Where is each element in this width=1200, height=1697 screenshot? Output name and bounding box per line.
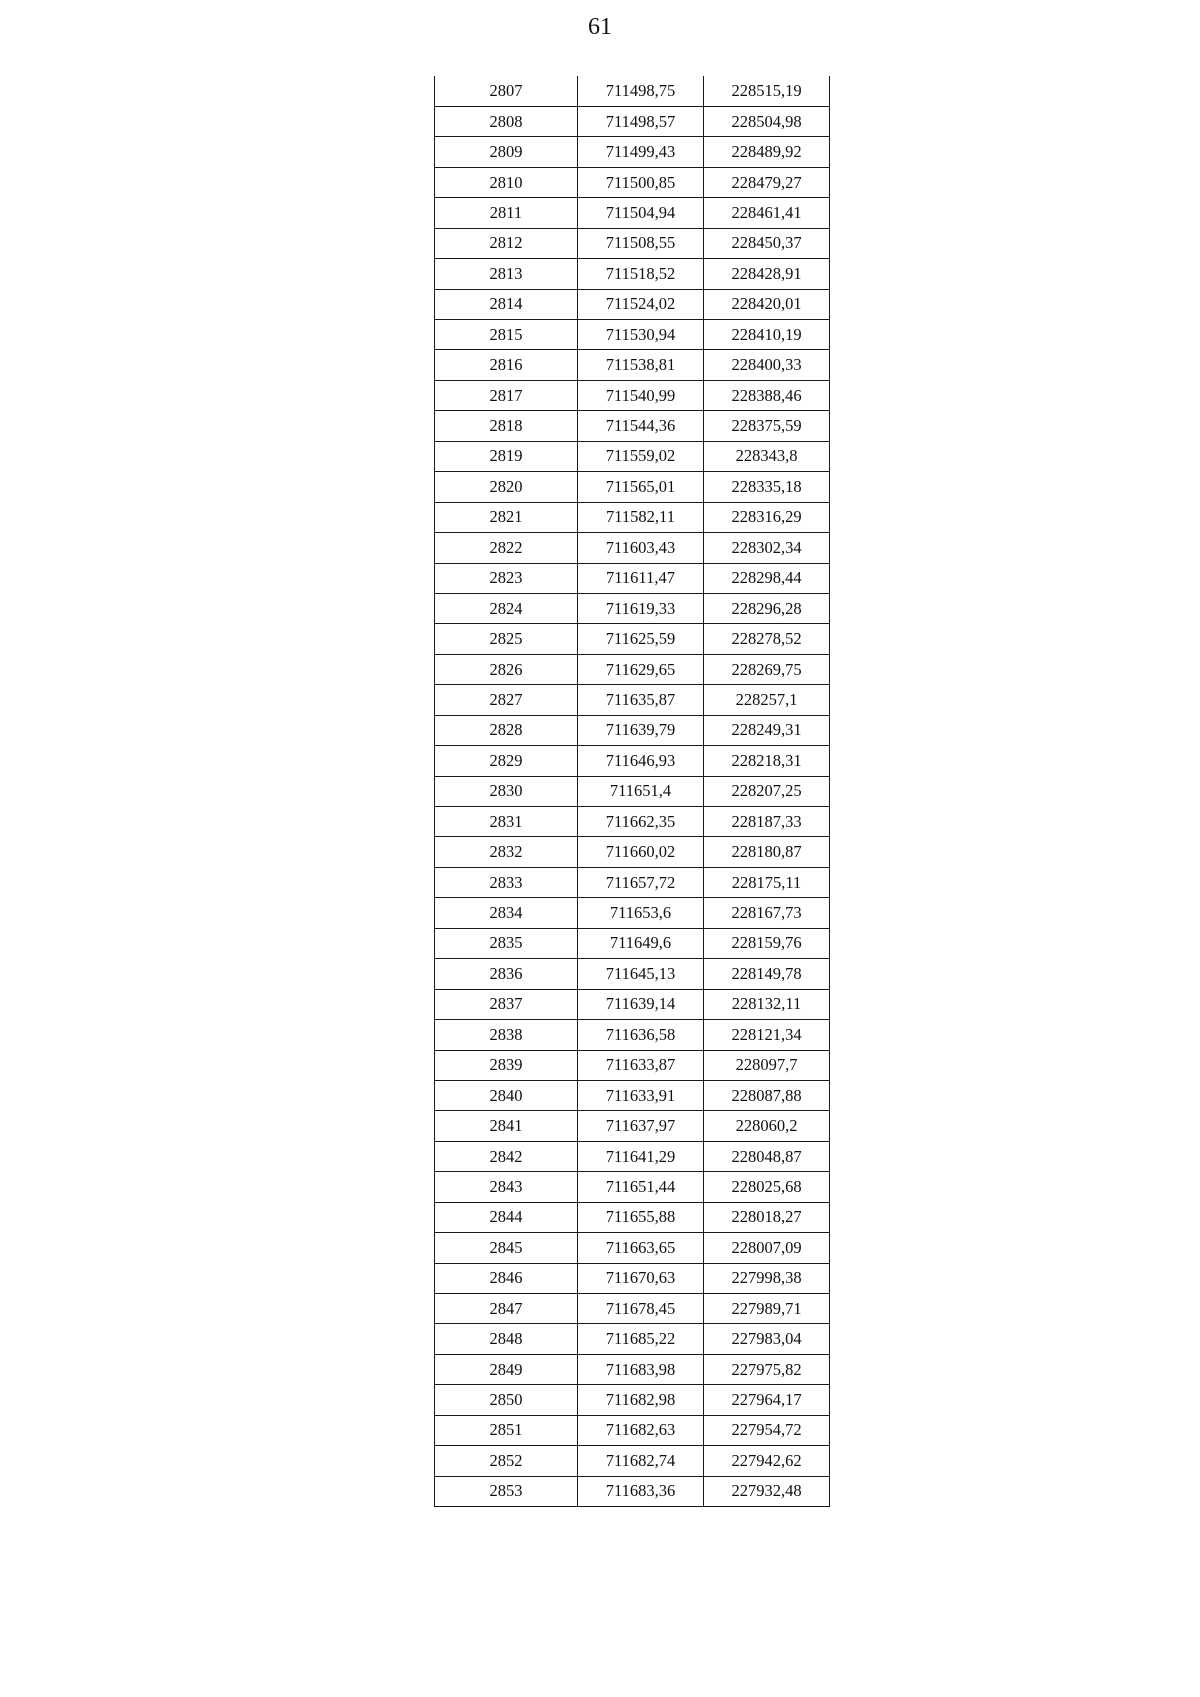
x-coordinate-cell: 711637,97 bbox=[578, 1111, 704, 1141]
point-number-cell: 2836 bbox=[435, 959, 578, 989]
table-row bbox=[435, 807, 830, 837]
y-coordinate-cell: 228007,09 bbox=[704, 1233, 830, 1263]
x-coordinate-cell: 711670,63 bbox=[578, 1263, 704, 1293]
table-row bbox=[435, 837, 830, 867]
y-coordinate-cell: 227975,82 bbox=[704, 1354, 830, 1384]
y-coordinate-cell: 228159,76 bbox=[704, 928, 830, 958]
table-row bbox=[435, 654, 830, 684]
x-coordinate-cell: 711544,36 bbox=[578, 411, 704, 441]
point-number-cell: 2826 bbox=[435, 654, 578, 684]
y-coordinate-cell: 228218,31 bbox=[704, 746, 830, 776]
y-coordinate-cell: 228187,33 bbox=[704, 807, 830, 837]
x-coordinate-cell: 711662,35 bbox=[578, 807, 704, 837]
y-coordinate-cell: 228132,11 bbox=[704, 989, 830, 1019]
point-number-cell: 2821 bbox=[435, 502, 578, 532]
table-row bbox=[435, 1354, 830, 1384]
point-number-cell: 2850 bbox=[435, 1385, 578, 1415]
x-coordinate-cell: 711540,99 bbox=[578, 380, 704, 410]
y-coordinate-cell: 228269,75 bbox=[704, 654, 830, 684]
point-number-cell: 2831 bbox=[435, 807, 578, 837]
x-coordinate-cell: 711504,94 bbox=[578, 198, 704, 228]
table-row bbox=[435, 289, 830, 319]
y-coordinate-cell: 228420,01 bbox=[704, 289, 830, 319]
point-number-cell: 2842 bbox=[435, 1141, 578, 1171]
x-coordinate-cell: 711619,33 bbox=[578, 593, 704, 623]
x-coordinate-cell: 711498,57 bbox=[578, 106, 704, 136]
x-coordinate-cell: 711685,22 bbox=[578, 1324, 704, 1354]
y-coordinate-cell: 228335,18 bbox=[704, 472, 830, 502]
x-coordinate-cell: 711499,43 bbox=[578, 137, 704, 167]
point-number-cell: 2853 bbox=[435, 1476, 578, 1506]
table-row bbox=[435, 259, 830, 289]
table-row bbox=[435, 1324, 830, 1354]
y-coordinate-cell: 228087,88 bbox=[704, 1080, 830, 1110]
x-coordinate-cell: 711633,87 bbox=[578, 1050, 704, 1080]
point-number-cell: 2814 bbox=[435, 289, 578, 319]
point-number-cell: 2811 bbox=[435, 198, 578, 228]
y-coordinate-cell: 227942,62 bbox=[704, 1446, 830, 1476]
point-number-cell: 2835 bbox=[435, 928, 578, 958]
y-coordinate-cell: 228316,29 bbox=[704, 502, 830, 532]
table-row bbox=[435, 106, 830, 136]
x-coordinate-cell: 711646,93 bbox=[578, 746, 704, 776]
table-row bbox=[435, 350, 830, 380]
point-number-cell: 2841 bbox=[435, 1111, 578, 1141]
table-row bbox=[435, 380, 830, 410]
table-row bbox=[435, 502, 830, 532]
table-row bbox=[435, 320, 830, 350]
x-coordinate-cell: 711603,43 bbox=[578, 533, 704, 563]
y-coordinate-cell: 227964,17 bbox=[704, 1385, 830, 1415]
x-coordinate-cell: 711611,47 bbox=[578, 563, 704, 593]
x-coordinate-cell: 711683,98 bbox=[578, 1354, 704, 1384]
x-coordinate-cell: 711660,02 bbox=[578, 837, 704, 867]
x-coordinate-cell: 711657,72 bbox=[578, 867, 704, 897]
point-number-cell: 2820 bbox=[435, 472, 578, 502]
x-coordinate-cell: 711653,6 bbox=[578, 898, 704, 928]
point-number-cell: 2830 bbox=[435, 776, 578, 806]
point-number-cell: 2822 bbox=[435, 533, 578, 563]
table-row bbox=[435, 624, 830, 654]
point-number-cell: 2847 bbox=[435, 1294, 578, 1324]
point-number-cell: 2832 bbox=[435, 837, 578, 867]
y-coordinate-cell: 227983,04 bbox=[704, 1324, 830, 1354]
table-row bbox=[435, 1415, 830, 1445]
point-number-cell: 2825 bbox=[435, 624, 578, 654]
y-coordinate-cell: 228504,98 bbox=[704, 106, 830, 136]
coordinates-table bbox=[434, 76, 830, 1507]
point-number-cell: 2827 bbox=[435, 685, 578, 715]
x-coordinate-cell: 711635,87 bbox=[578, 685, 704, 715]
y-coordinate-cell: 228167,73 bbox=[704, 898, 830, 928]
point-number-cell: 2838 bbox=[435, 1020, 578, 1050]
y-coordinate-cell: 228149,78 bbox=[704, 959, 830, 989]
x-coordinate-cell: 711678,45 bbox=[578, 1294, 704, 1324]
x-coordinate-cell: 711508,55 bbox=[578, 228, 704, 258]
point-number-cell: 2833 bbox=[435, 867, 578, 897]
table-row bbox=[435, 1263, 830, 1293]
y-coordinate-cell: 227954,72 bbox=[704, 1415, 830, 1445]
point-number-cell: 2834 bbox=[435, 898, 578, 928]
point-number-cell: 2837 bbox=[435, 989, 578, 1019]
x-coordinate-cell: 711629,65 bbox=[578, 654, 704, 684]
table-row bbox=[435, 1020, 830, 1050]
table-row bbox=[435, 1050, 830, 1080]
x-coordinate-cell: 711524,02 bbox=[578, 289, 704, 319]
point-number-cell: 2809 bbox=[435, 137, 578, 167]
y-coordinate-cell: 228298,44 bbox=[704, 563, 830, 593]
x-coordinate-cell: 711645,13 bbox=[578, 959, 704, 989]
y-coordinate-cell: 227989,71 bbox=[704, 1294, 830, 1324]
point-number-cell: 2813 bbox=[435, 259, 578, 289]
point-number-cell: 2828 bbox=[435, 715, 578, 745]
table-row bbox=[435, 563, 830, 593]
x-coordinate-cell: 711641,29 bbox=[578, 1141, 704, 1171]
x-coordinate-cell: 711500,85 bbox=[578, 167, 704, 197]
x-coordinate-cell: 711649,6 bbox=[578, 928, 704, 958]
x-coordinate-cell: 711655,88 bbox=[578, 1202, 704, 1232]
table-row bbox=[435, 1141, 830, 1171]
y-coordinate-cell: 228400,33 bbox=[704, 350, 830, 380]
x-coordinate-cell: 711663,65 bbox=[578, 1233, 704, 1263]
y-coordinate-cell: 228180,87 bbox=[704, 837, 830, 867]
table-row bbox=[435, 928, 830, 958]
x-coordinate-cell: 711651,44 bbox=[578, 1172, 704, 1202]
table-row bbox=[435, 472, 830, 502]
point-number-cell: 2823 bbox=[435, 563, 578, 593]
point-number-cell: 2840 bbox=[435, 1080, 578, 1110]
y-coordinate-cell: 228207,25 bbox=[704, 776, 830, 806]
table-row bbox=[435, 411, 830, 441]
x-coordinate-cell: 711565,01 bbox=[578, 472, 704, 502]
x-coordinate-cell: 711498,75 bbox=[578, 76, 704, 106]
table-row bbox=[435, 198, 830, 228]
point-number-cell: 2839 bbox=[435, 1050, 578, 1080]
table-row bbox=[435, 715, 830, 745]
table-row bbox=[435, 776, 830, 806]
y-coordinate-cell: 228060,2 bbox=[704, 1111, 830, 1141]
table-row bbox=[435, 1385, 830, 1415]
x-coordinate-cell: 711625,59 bbox=[578, 624, 704, 654]
x-coordinate-cell: 711682,74 bbox=[578, 1446, 704, 1476]
page-number: 61 bbox=[588, 14, 612, 40]
x-coordinate-cell: 711683,36 bbox=[578, 1476, 704, 1506]
table-row bbox=[435, 441, 830, 471]
table-row bbox=[435, 1202, 830, 1232]
table-row bbox=[435, 746, 830, 776]
table-row bbox=[435, 1294, 830, 1324]
x-coordinate-cell: 711639,14 bbox=[578, 989, 704, 1019]
x-coordinate-cell: 711530,94 bbox=[578, 320, 704, 350]
table-row bbox=[435, 1172, 830, 1202]
point-number-cell: 2852 bbox=[435, 1446, 578, 1476]
y-coordinate-cell: 228375,59 bbox=[704, 411, 830, 441]
table-row bbox=[435, 228, 830, 258]
point-number-cell: 2845 bbox=[435, 1233, 578, 1263]
y-coordinate-cell: 228097,7 bbox=[704, 1050, 830, 1080]
table-row bbox=[435, 959, 830, 989]
y-coordinate-cell: 228515,19 bbox=[704, 76, 830, 106]
x-coordinate-cell: 711518,52 bbox=[578, 259, 704, 289]
y-coordinate-cell: 228343,8 bbox=[704, 441, 830, 471]
x-coordinate-cell: 711582,11 bbox=[578, 502, 704, 532]
table-row bbox=[435, 685, 830, 715]
table-row bbox=[435, 1446, 830, 1476]
table-row bbox=[435, 867, 830, 897]
point-number-cell: 2812 bbox=[435, 228, 578, 258]
point-number-cell: 2829 bbox=[435, 746, 578, 776]
y-coordinate-cell: 228175,11 bbox=[704, 867, 830, 897]
point-number-cell: 2815 bbox=[435, 320, 578, 350]
y-coordinate-cell: 228121,34 bbox=[704, 1020, 830, 1050]
y-coordinate-cell: 228428,91 bbox=[704, 259, 830, 289]
y-coordinate-cell: 227998,38 bbox=[704, 1263, 830, 1293]
y-coordinate-cell: 228302,34 bbox=[704, 533, 830, 563]
x-coordinate-cell: 711636,58 bbox=[578, 1020, 704, 1050]
point-number-cell: 2848 bbox=[435, 1324, 578, 1354]
y-coordinate-cell: 228450,37 bbox=[704, 228, 830, 258]
point-number-cell: 2819 bbox=[435, 441, 578, 471]
point-number-cell: 2818 bbox=[435, 411, 578, 441]
y-coordinate-cell: 228249,31 bbox=[704, 715, 830, 745]
point-number-cell: 2808 bbox=[435, 106, 578, 136]
table-row bbox=[435, 989, 830, 1019]
point-number-cell: 2844 bbox=[435, 1202, 578, 1232]
y-coordinate-cell: 228461,41 bbox=[704, 198, 830, 228]
table-row bbox=[435, 1233, 830, 1263]
y-coordinate-cell: 228410,19 bbox=[704, 320, 830, 350]
point-number-cell: 2843 bbox=[435, 1172, 578, 1202]
y-coordinate-cell: 228489,92 bbox=[704, 137, 830, 167]
y-coordinate-cell: 228388,46 bbox=[704, 380, 830, 410]
y-coordinate-cell: 228048,87 bbox=[704, 1141, 830, 1171]
x-coordinate-cell: 711682,63 bbox=[578, 1415, 704, 1445]
point-number-cell: 2817 bbox=[435, 380, 578, 410]
table-row bbox=[435, 76, 830, 106]
table-row bbox=[435, 137, 830, 167]
y-coordinate-cell: 228018,27 bbox=[704, 1202, 830, 1232]
x-coordinate-cell: 711639,79 bbox=[578, 715, 704, 745]
coordinates-table-body bbox=[435, 76, 830, 1507]
y-coordinate-cell: 228479,27 bbox=[704, 167, 830, 197]
table-row bbox=[435, 898, 830, 928]
point-number-cell: 2816 bbox=[435, 350, 578, 380]
y-coordinate-cell: 228025,68 bbox=[704, 1172, 830, 1202]
point-number-cell: 2851 bbox=[435, 1415, 578, 1445]
table-row bbox=[435, 167, 830, 197]
table-row bbox=[435, 1080, 830, 1110]
point-number-cell: 2807 bbox=[435, 76, 578, 106]
y-coordinate-cell: 228257,1 bbox=[704, 685, 830, 715]
y-coordinate-cell: 228278,52 bbox=[704, 624, 830, 654]
y-coordinate-cell: 227932,48 bbox=[704, 1476, 830, 1506]
x-coordinate-cell: 711651,4 bbox=[578, 776, 704, 806]
table-row bbox=[435, 1111, 830, 1141]
x-coordinate-cell: 711538,81 bbox=[578, 350, 704, 380]
point-number-cell: 2849 bbox=[435, 1354, 578, 1384]
point-number-cell: 2810 bbox=[435, 167, 578, 197]
table-row bbox=[435, 1476, 830, 1506]
x-coordinate-cell: 711682,98 bbox=[578, 1385, 704, 1415]
x-coordinate-cell: 711559,02 bbox=[578, 441, 704, 471]
point-number-cell: 2846 bbox=[435, 1263, 578, 1293]
table-row bbox=[435, 593, 830, 623]
table-row bbox=[435, 533, 830, 563]
point-number-cell: 2824 bbox=[435, 593, 578, 623]
x-coordinate-cell: 711633,91 bbox=[578, 1080, 704, 1110]
y-coordinate-cell: 228296,28 bbox=[704, 593, 830, 623]
